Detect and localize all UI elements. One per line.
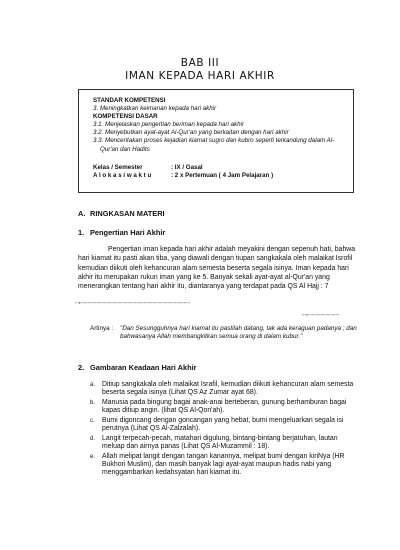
list-marker: b. [90,400,96,406]
standar-kompetensi-label: STANDAR KOMPETENSI [93,97,166,104]
subsection-1-heading [78,228,165,237]
translation-text: "Dan Sesungguhnya hari kiamat itu pastilah datang, tak ada keraguan padanya ; dan bahwasanya Allah membangkitkan semua orang di dalam kubur." [120,325,357,341]
list-item-text: Bumi digoncang dengan goncangan yang hebat, bumi mengeluarkan segala isi perutnya (Lihat QS Al-Zalzalah). [102,417,344,433]
list-item [90,435,358,451]
section-marker: A. [78,209,86,218]
list-marker: c. [90,418,95,424]
list-item [90,399,358,415]
alokasi-value: : 2 x Pertemuan ( 4 Jam Pelajaran ) [171,171,274,179]
section-title: RINGKASAN MATERI [90,209,165,218]
kompetensi-dasar-item: 3.3. Menceritakan proses kejadian kiamat sugro dan kubro seperti terkandung dalam Al- [93,137,335,145]
list-item [90,417,358,433]
paragraph-text: Pengertian iman kepada hari akhir adalah meyakini dengan sepenuh hati, bahwa hari kiamat itu pasti akan tiba, yang diawali dengan tiupan sangkakala oleh malaikat Isrofil kemudian diikuti oleh kehancuran alam semesta beserta segala isinya. Iman kepada hari akhir itu merupakan rukun iman yang ke 5. Banyak sekali ayat-ayat al-Qur'an yang menerangkan tentang hari akhir itu, diantaranya yang terdapat pada QS Al Hajj : 7 [78,246,356,291]
subsection-title: Pengertian Hari Akhir [90,228,166,237]
arabic-verse-line: ٰ̈ ̈ ̈ ̈ ̈ ̈ ̈ ̈ ̈ ̈ ̈ ̈ ̈ ̈ ̈ [304,314,340,322]
competency-box [78,89,354,193]
alokasi-label: A l o k a s i w a k t u [93,171,152,179]
list-item-text: Manusia pada bingung bagai anak-anai berteberan, gunung berhamburan bagai kapas ditiup angin. (lihat QS Al-Qori'ah). [102,399,347,415]
subsection-marker: 1. [78,228,85,237]
list-item [90,453,358,478]
list-item-text: Ditiup sangkakala oleh malaikat Israfil, kemudian diikuti kehancuran alam semesta beserta segala isinya (Lihat QS Az Zumar ayat 68). [102,381,354,397]
list-item-text: Langit terpecah-pecah, matahari digulung, bintang-bintang berjatuhan, lautan meluap dan airnya panas (Lihat QS Al-Muzammil : 18). [102,435,338,451]
hari-akhir-list [90,381,358,479]
list-marker: e. [90,454,96,460]
subsection-2-heading [78,363,197,372]
alokasi-row [93,172,353,180]
subsection-marker: 2. [78,363,85,372]
subsection-title: Gambaran Keadaan Hari Akhir [90,363,197,372]
kompetensi-dasar-item-continued: Qur'an dan Hadits [100,145,150,153]
translation-label: Artinya : [90,325,114,332]
kompetensi-dasar-label: KOMPETENSI DASAR [93,113,158,121]
kelas-row [93,164,353,172]
paragraph-pengertian [78,245,358,291]
kelas-label: Kelas / Semester [93,163,143,171]
arabic-verse [78,300,368,324]
standar-kompetensi-item: 3. Meningkatkan keimanan kepada hari akhir [93,105,217,113]
list-marker: a. [90,382,96,388]
kompetensi-dasar-item: 3.2. Menyebutkan ayat-ayat Al-Qur'an yang berkaitan dengan hari akhir [93,129,289,137]
list-item [90,381,358,397]
arabic-verse-line: ٰ̈ ̈ ̈ ̈ ̈ ̈ ̈ ̈ ̈ ̈ ̈ ̈ ̈ ̈ ̈ ̈ ̈ ̈ ̈ ̈ ̈ ̈ ̈ ̈ ̈ ̈ ̈ ̈ ̈ ̈ ̈ ̈ ̈ ̈ ̈ ̈ ̈ ̈ ̈ ̈ ̈ ̈ ̈ ̈ ̈ ̈ [78,302,191,310]
chapter-title: IMAN KEPADA HARI AKHIR [125,70,275,82]
translation [90,325,360,341]
list-item-text: Allah melipat langit dengan tangan kanannya, melipat bumi dengan kiriNya (HR Bukhori Muslim), dan masih banyak lagi ayat-ayat maupun hadis nabi yang menggambarkan kedahsyatan hari kiamat itu. [102,453,345,477]
chapter-number: BAB III [180,57,220,69]
kelas-value: : IX / Gasal [171,163,203,171]
list-marker: d. [90,436,96,442]
kompetensi-dasar-item: 3.1. Menjelaskan pengertian beriman kepada hari akhir [93,121,244,129]
section-a-heading [78,209,165,218]
